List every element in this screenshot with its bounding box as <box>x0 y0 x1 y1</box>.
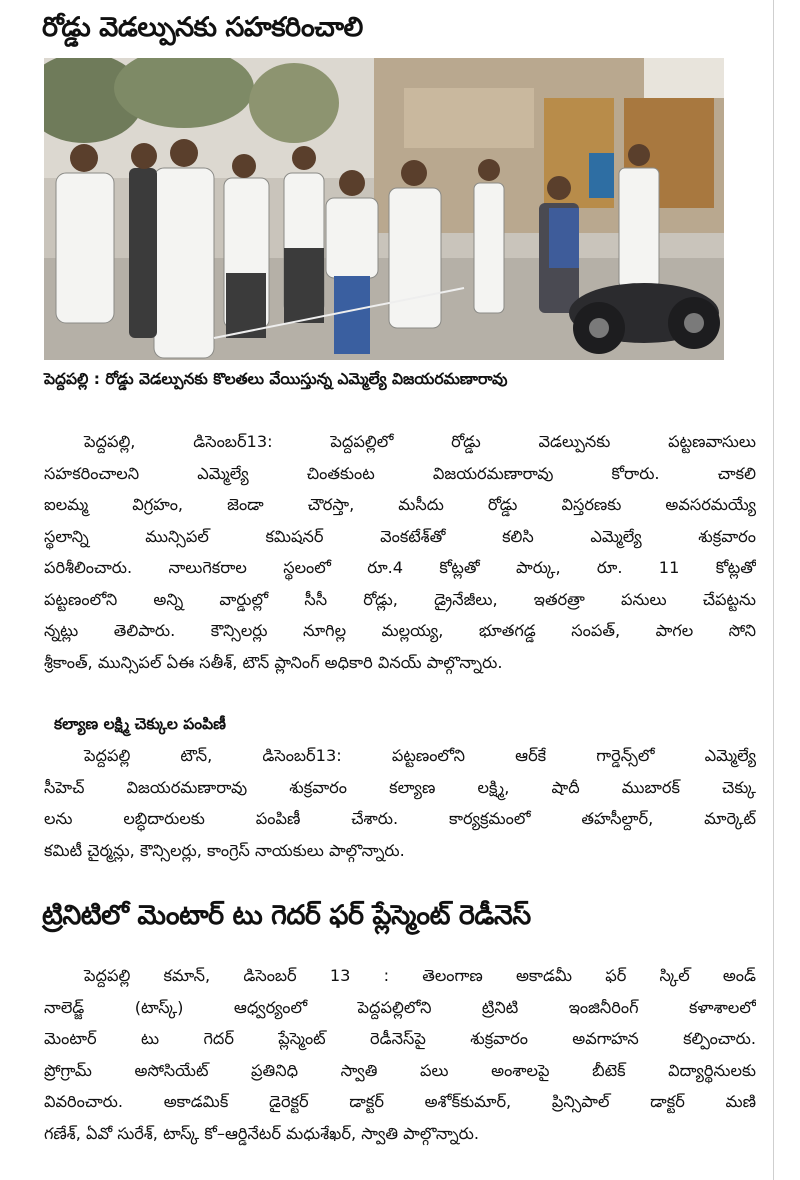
body-line: కమిటీ చైర్మన్లు, కౌన్సిలర్లు, కాంగ్రెస్ నాయకులు పాల్గొన్నారు. <box>44 840 405 860</box>
body-line: న్నట్లు తెలిపారు. కౌన్సిలర్లు నూగిల్ల మల్లయ్య, భూతగడ్డ సంపత్, పాగల సోని <box>44 621 756 640</box>
body-line: పరిశీలించారు. నాలుగెకరాల స్థలంలో రూ.4 కోట్లతో పార్కు, రూ. 11 కోట్లతో <box>44 558 756 577</box>
subheading-kalyana-lakshmi: కల్యాణ లక్ష్మి చెక్కుల పంపిణీ <box>54 715 226 733</box>
body-line: నాలెడ్జ్ (టాస్క్) ఆధ్వర్యంలో పెద్దపల్లిలోని ట్రినిటి ఇంజినీరింగ్ కళాశాలలో <box>44 997 756 1017</box>
body-line: పట్టణంలోని అన్ని వార్డుల్లో సీసీ రోడ్లు, డ్రైనేజీలు, ఇతరత్రా పనులు చేపట్టను <box>44 589 756 609</box>
headline-road-widening: రోడ్డు వెడల్పునకు సహకరించాలి <box>42 12 363 43</box>
article1-body <box>44 426 756 678</box>
body-line: ఐలమ్మ విగ్రహం, జెండా చౌరస్తా, మసీదు రోడ్డు విస్తరణకు అవసరమయ్యే <box>44 495 756 514</box>
headline-trinity-mentor: ట్రినిటిలో మెంటార్ టు గెదర్ ఫర్ ప్లేస్మెంట్ రెడీనెస్ <box>42 900 531 931</box>
body-line: పెద్దపల్లి కమాన్, డిసెంబర్ 13 : తెలంగాణ అకాడమీ ఫర్ స్కిల్ అండ్ <box>84 966 756 985</box>
body-line: ప్రోగ్రామ్ అసోసియేట్ ప్రతినిధి స్వాతి పలు అంశాలపై బీటెక్ విద్యార్థినులకు <box>44 1060 756 1080</box>
body-line: లను లబ్ధిదారులకు పంపిణీ చేశారు. కార్యక్రమంలో తహసీల్దార్, మార్కెట్ <box>44 809 756 828</box>
body-line: పెద్దపల్లి, డిసెంబర్13: పెద్దపల్లిలో రోడ్డు వెడల్పునకు పట్టణవాసులు <box>84 432 756 451</box>
body-line: వివరించారు. అకాడమిక్ డైరెక్టర్ డాక్టర్ అశోక్‌కుమార్, ప్రిన్సిపాల్ డాక్టర్ మణి <box>44 1092 756 1111</box>
photo-caption: పెద్దపల్లి : రోడ్డు వెడల్పునకు కొలతలు వేయిస్తున్న ఎమ్మెల్యే విజయరమణారావు <box>44 370 508 388</box>
body-line: మెంటార్ టు గెదర్ ప్లేస్మెంట్ రెడీనెస్‌పై శుక్రవారం అవగాహన కల్పించారు. <box>44 1029 756 1048</box>
news-photo <box>44 58 724 360</box>
column-rule <box>773 0 774 1180</box>
body-line: శ్రీకాంత్, మున్సిపల్ ఏఈ సతీశ్, టౌన్ ప్లానింగ్ అధికారి వినయ్ పాల్గొన్నారు. <box>44 652 503 672</box>
body-line: పెద్దపల్లి టౌన్, డిసెంబర్13: పట్టణంలోని ఆర్‌కే గార్డెన్స్‌లో ఎమ్మెల్యే <box>84 746 756 765</box>
body-line: స్థలాన్ని మున్సిపల్ కమిషనర్ వెంకటేశ్‌తో కలిసి ఎమ్మెల్యే శుక్రవారం <box>44 526 756 546</box>
body-line: సహకరించాలని ఎమ్మెల్యే చింతకుంట విజయరమణారావు కోరారు. చాకలి <box>44 463 756 483</box>
article2-body <box>44 960 756 1149</box>
body-line: సీహెచ్ విజయరమణారావు శుక్రవారం కల్యాణ లక్ష్మి, షాదీ ముబారక్ చెక్కు <box>44 777 756 797</box>
body-line: గణేశ్, ఏవో సురేశ్, టాస్క్ కో–ఆర్డినేటర్ మధుశేఖర్, స్వాతి పాల్గొన్నారు. <box>44 1123 479 1143</box>
article1-body2 <box>44 740 756 866</box>
